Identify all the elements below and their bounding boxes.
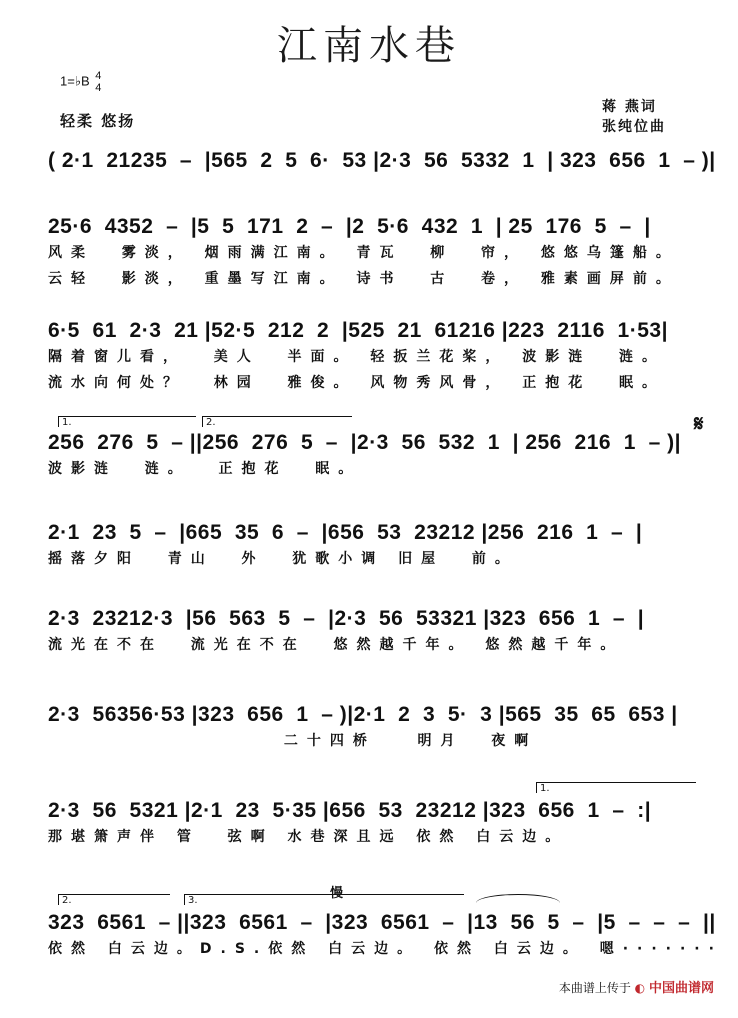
lyric-line: 风柔 雾淡， 烟雨满江南。 青瓦 柳 帘， 悠悠乌篷船。	[48, 245, 679, 261]
score-row	[0, 886, 738, 1018]
lyric-line: 流水向何处？ 林园 雅俊。 风物秀风骨， 正抱花 眠。	[48, 375, 665, 391]
footer-brand[interactable]: 中国曲谱网	[648, 981, 714, 996]
score-row	[0, 700, 738, 810]
notation-line: 25·6 4352 – |5 5 171 2 – |2 5·6 432 1 | 25 176 5 – |	[48, 215, 651, 238]
notation-line: 2·3 56356·53 |323 656 1 – )|2·1 2 3 5· 3 |565 35 65 653 |	[48, 703, 678, 726]
key-prefix: 1=	[60, 73, 75, 89]
third-ending-bracket: 3.	[184, 894, 464, 905]
score-row	[0, 783, 738, 906]
lyric-line: 那堪箫声伴 管 弦啊 水巷深且远 依然 白云边。	[48, 829, 569, 845]
flat-sign: ♭	[74, 73, 81, 89]
notation-line: 2·3 23212·3 |56 563 5 – |2·3 56 53321 |323 656 1 – |	[48, 607, 645, 630]
lyric-line: 二十四桥 明月 夜啊	[48, 733, 538, 749]
notation-line: 6·5 61 2·3 21 |52·5 212 2 |525 21 61216 |223 2116 1·53|	[48, 319, 668, 342]
site-logo-icon: ◐	[634, 981, 646, 995]
notation-line: ( 2·1 21235 – |565 2 5 6· 53 |2·3 56 5332 1 | 323 656 1 – )|	[48, 149, 716, 172]
notation-line: 2·1 23 5 – |665 35 6 – |656 53 23212 |256 216 1 – |	[48, 521, 643, 544]
segno-sign: 𝄋	[694, 412, 704, 437]
time-bottom: 4	[95, 82, 102, 94]
notation-line: 2·3 56 5321 |2·1 23 5·35 |656 53 23212 |323 656 1 – :|	[48, 799, 652, 822]
key-note: B	[80, 73, 90, 89]
slow-mark: 慢	[330, 886, 344, 901]
lyric-line: 波影涟 涟。 正抱花 眠。	[48, 461, 362, 477]
lyric-line: 摇落夕阳 青山 外 犹歌小调 旧屋 前。	[48, 551, 518, 567]
footer-text: 本曲谱上传于	[558, 981, 631, 995]
tempo-mark: 轻柔 悠扬	[60, 112, 136, 130]
notation-line: 323 6561 – ||323 6561 – |323 6561 – |13 56 5 – |5 – – – ||	[48, 911, 716, 934]
score-row	[0, 316, 738, 426]
song-title: 江南水巷	[277, 23, 461, 69]
key-signature	[60, 70, 101, 94]
composer-credit: 张纯位曲	[602, 119, 666, 135]
lyricist-credit: 蒋 燕词	[602, 99, 657, 115]
time-top: 4	[95, 70, 102, 82]
lyric-line: 云轻 影淡， 重墨写江南。 诗书 古 卷， 雅素画屏前。	[48, 271, 679, 287]
score-row	[0, 212, 738, 322]
score-row	[0, 604, 738, 714]
first-ending-bracket: 1.	[536, 782, 696, 793]
footer-credit	[559, 977, 714, 996]
notation-line: 256 276 5 – ||256 276 5 – |2·3 56 532 1 | 256 216 1 – )|	[48, 431, 681, 454]
second-ending-bracket: 2.	[58, 894, 170, 905]
second-ending-bracket: 2.	[202, 416, 352, 427]
first-ending-bracket: 1.	[58, 416, 196, 427]
time-signature	[95, 70, 101, 94]
lyric-line: 隔着窗儿看， 美人 半面。 轻扳兰花桨， 波影涟 涟。	[48, 349, 665, 365]
lyric-line: 依然 白云边。D.S.依然 白云边。 依然 白云边。 嗯·······	[48, 941, 723, 957]
lyric-line: 流光在不在 流光在不在 悠然越千年。 悠然越千年。	[48, 637, 624, 653]
